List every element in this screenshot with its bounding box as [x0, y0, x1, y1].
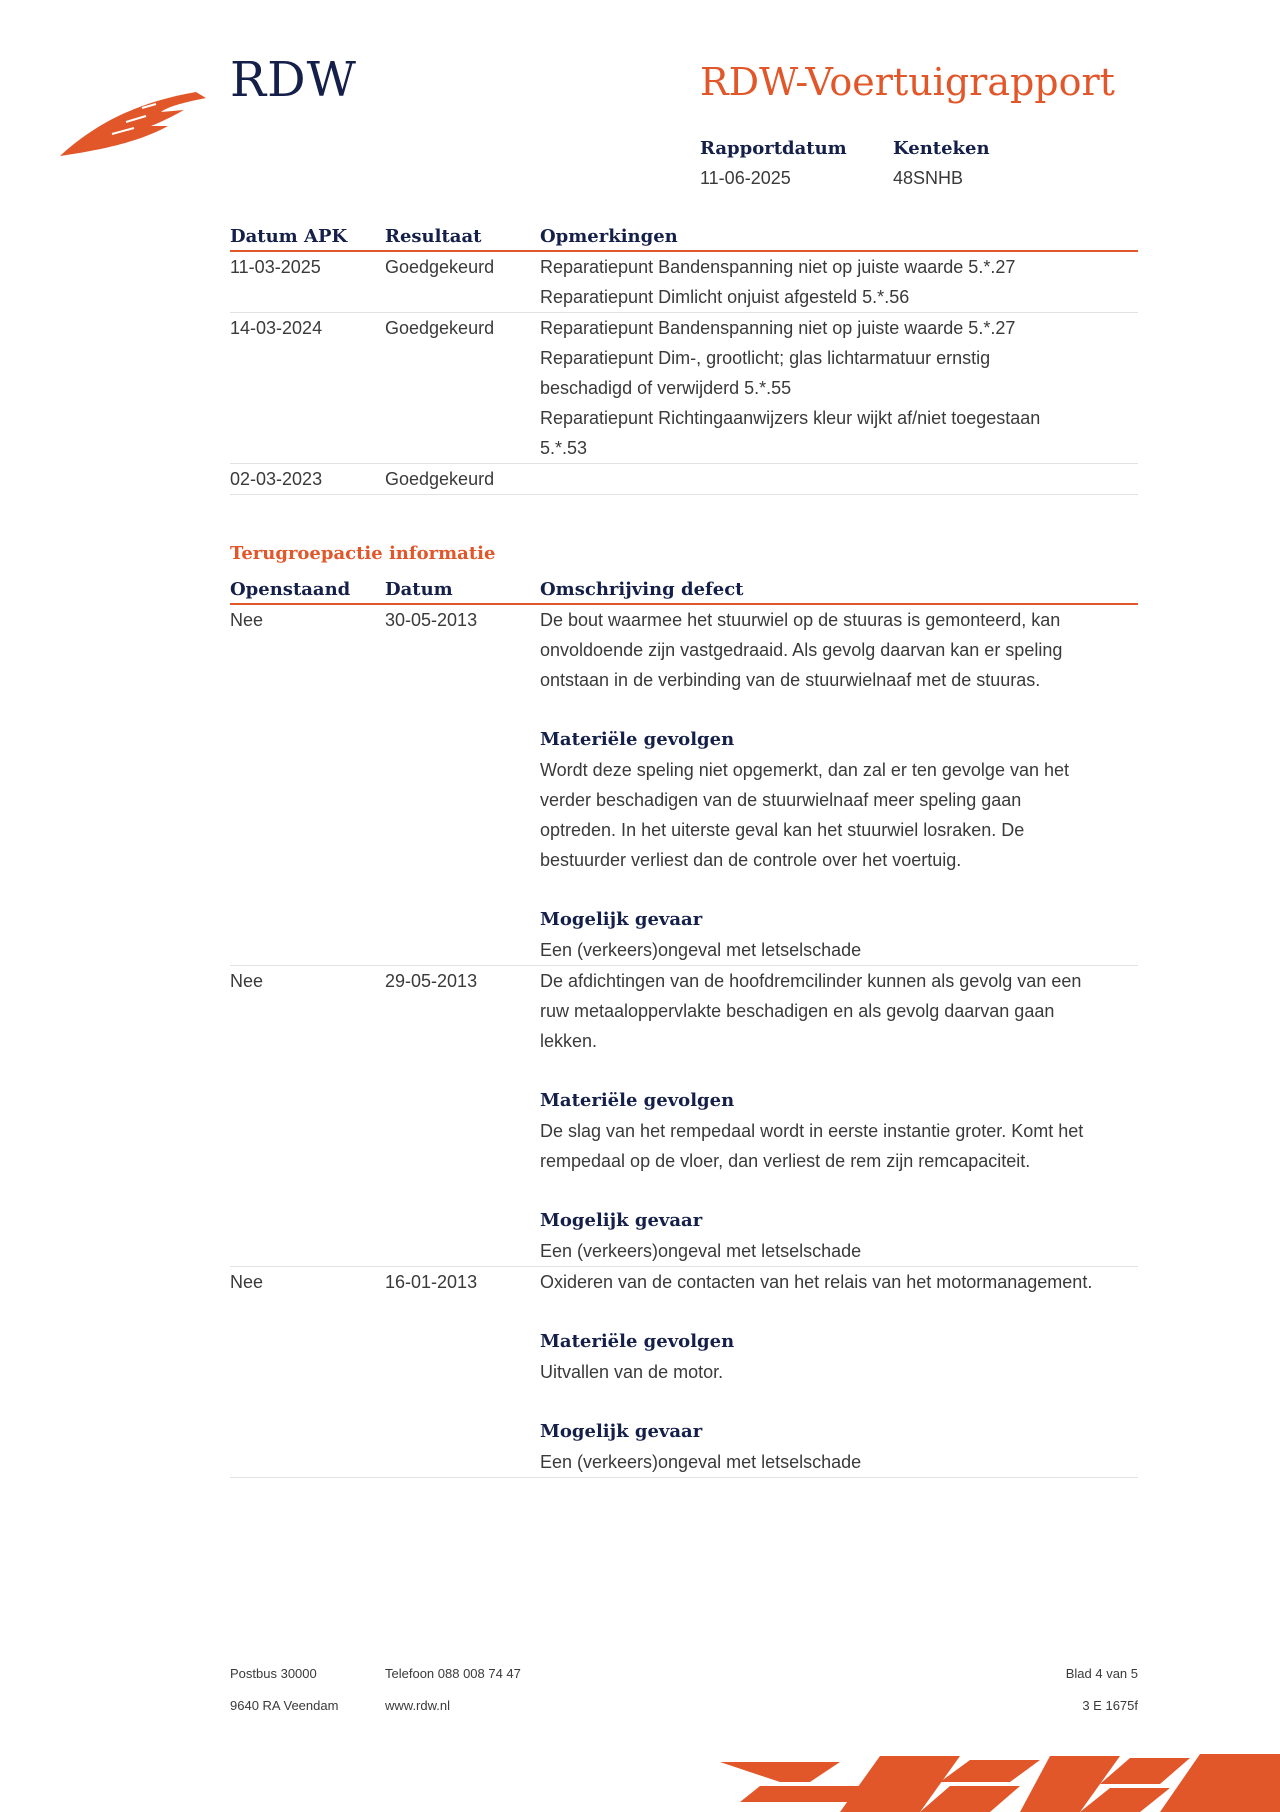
page-number: Blad 4 van 5	[1065, 1666, 1138, 1681]
note-line: Reparatiepunt Bandenspanning niet op juiste waarde 5.*.27	[540, 257, 1016, 277]
apk-result: Goedgekeurd	[385, 469, 495, 489]
footer-address	[230, 1658, 338, 1722]
logo-text: RDW	[230, 52, 357, 108]
defect-line: onvoldoende zijn vastgedraaid. Als gevolg daarvan kan er speling	[540, 640, 1063, 660]
footer-contact	[385, 1658, 521, 1722]
defect-line: ontstaan in de verbinding van de stuurwielnaaf met de stuuras.	[540, 670, 1041, 690]
plate-label: Kenteken	[893, 138, 990, 159]
material-heading: Materiële gevolgen	[540, 729, 735, 750]
material-line: optreden. In het uiterste geval kan het stuurwiel losraken. De	[540, 820, 1025, 840]
recall-date: 16-01-2013	[385, 1272, 478, 1292]
material-line: rempedaal op de vloer, dan verliest de rem zijn remcapaciteit.	[540, 1151, 1031, 1171]
defect-line: ruw metaaloppervlakte beschadigen en als gevolg daarvan gaan	[540, 1001, 1055, 1021]
footer-phone: Telefoon 088 008 74 47	[385, 1666, 521, 1681]
report-date-label: Rapportdatum	[700, 138, 847, 159]
danger-line: Een (verkeers)ongeval met letselschade	[540, 1452, 862, 1472]
apk-result: Goedgekeurd	[385, 257, 495, 277]
col-header: Datum APK	[230, 226, 348, 247]
material-line: verder beschadigen van de stuurwielnaaf meer speling gaan	[540, 790, 1022, 810]
recall-section-title: Terugroepactie informatie	[230, 543, 496, 564]
table-row	[230, 313, 1138, 464]
danger-line: Een (verkeers)ongeval met letselschade	[540, 1241, 862, 1261]
recall-date: 30-05-2013	[385, 610, 478, 630]
recall-open: Nee	[230, 971, 264, 991]
note-line: Reparatiepunt Dimlicht onjuist afgesteld 5.*.56	[540, 287, 910, 307]
decorative-stripes-icon	[720, 1752, 1280, 1812]
recall-open: Nee	[230, 1272, 264, 1292]
material-line: Wordt deze speling niet opgemerkt, dan zal er ten gevolge van het	[540, 760, 1069, 780]
apk-date: 14-03-2024	[230, 318, 323, 338]
recall-date: 29-05-2013	[385, 971, 478, 991]
footer-web-link[interactable]: www.rdw.nl	[385, 1698, 451, 1713]
danger-heading: Mogelijk gevaar	[540, 909, 703, 930]
note-line: beschadigd of verwijderd 5.*.55	[540, 378, 792, 398]
footer-page-info	[1066, 1658, 1138, 1722]
footer-postbus: Postbus 30000	[230, 1666, 317, 1681]
col-header: Resultaat	[385, 226, 482, 247]
table-row	[230, 464, 1138, 495]
apk-date: 02-03-2023	[230, 469, 323, 489]
rdw-logo-icon	[56, 82, 206, 162]
report-date-value: 11-06-2025	[700, 168, 791, 188]
plate-block	[893, 138, 990, 189]
table-row	[230, 966, 1138, 1267]
danger-line: Een (verkeers)ongeval met letselschade	[540, 940, 862, 960]
apk-result: Goedgekeurd	[385, 318, 495, 338]
danger-heading: Mogelijk gevaar	[540, 1210, 703, 1231]
defect-line: Oxideren van de contacten van het relais van het motormanagement.	[540, 1272, 1093, 1292]
note-line: Reparatiepunt Dim-, grootlicht; glas lichtarmatuur ernstig	[540, 348, 991, 368]
note-line: Reparatiepunt Richtingaanwijzers kleur wijkt af/niet toegestaan	[540, 408, 1041, 428]
material-heading: Materiële gevolgen	[540, 1331, 735, 1352]
table-row	[230, 1267, 1138, 1478]
document-code: 3 E 1675f	[1082, 1698, 1138, 1713]
apk-notes	[540, 252, 1138, 312]
defect-line: De bout waarmee het stuurwiel op de stuuras is gemonteerd, kan	[540, 610, 1061, 630]
footer-city: 9640 RA Veendam	[230, 1698, 339, 1713]
material-line: bestuurder verliest dan de controle over het voertuig.	[540, 850, 962, 870]
apk-table-header	[230, 224, 1138, 252]
apk-notes	[540, 464, 1138, 494]
danger-heading: Mogelijk gevaar	[540, 1421, 703, 1442]
recall-description	[540, 966, 1138, 1266]
recall-table-header	[230, 577, 1138, 605]
note-line: Reparatiepunt Bandenspanning niet op juiste waarde 5.*.27	[540, 318, 1016, 338]
report-date-block	[700, 138, 847, 189]
col-header: Datum	[385, 579, 453, 600]
apk-notes	[540, 313, 1138, 463]
note-line: 5.*.53	[540, 438, 588, 458]
page-title: RDW-Voertuigrapport	[700, 60, 1115, 104]
recall-description	[540, 1267, 1138, 1477]
table-row	[230, 605, 1138, 966]
material-line: Uitvallen van de motor.	[540, 1362, 724, 1382]
material-heading: Materiële gevolgen	[540, 1090, 735, 1111]
recall-open: Nee	[230, 610, 264, 630]
apk-date: 11-03-2025	[230, 257, 321, 277]
table-row	[230, 252, 1138, 313]
defect-line: lekken.	[540, 1031, 598, 1051]
defect-line: De afdichtingen van de hoofdremcilinder kunnen als gevolg van een	[540, 971, 1082, 991]
col-header: Opmerkingen	[540, 226, 678, 247]
col-header: Openstaand	[230, 579, 351, 600]
plate-value: 48SNHB	[893, 168, 964, 188]
col-header: Omschrijving defect	[540, 579, 744, 600]
recall-description	[540, 605, 1138, 965]
recall-table	[230, 577, 1138, 1478]
apk-table	[230, 224, 1138, 495]
material-line: De slag van het rempedaal wordt in eerste instantie groter. Komt het	[540, 1121, 1084, 1141]
